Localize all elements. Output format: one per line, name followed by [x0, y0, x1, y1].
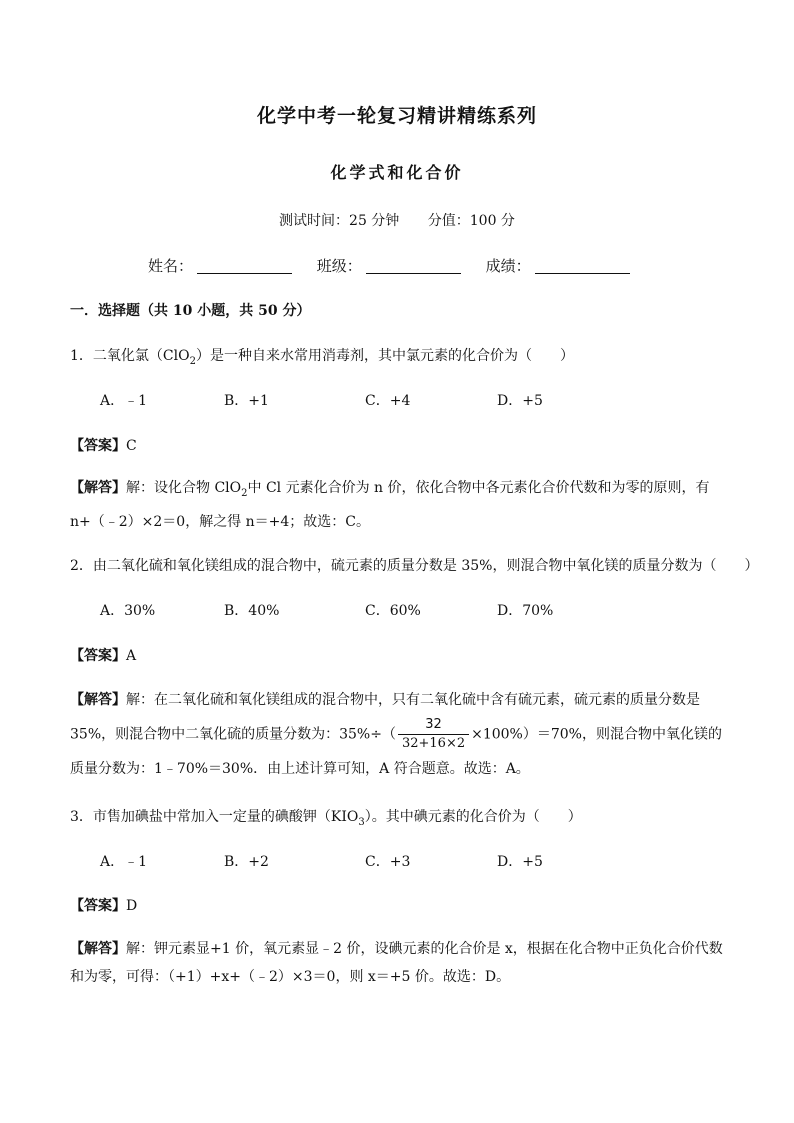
- class-field[interactable]: 班级：: [317, 255, 461, 276]
- question-3-option-d[interactable]: D．+5: [497, 854, 543, 870]
- question-3-solution: 【解答】解：钾元素显+1 价，氧元素显﹣2 价，设碘元素的化合价是 x，根据在化合物中正负化合价代数和为零，可得：（+1）+x+（﹣2）×3＝0，则 x＝+5 价。故选：D。: [70, 941, 723, 985]
- question-1-stem: 1．二氧化氯（ClO$_2$）是一种自来水常用消毒剂，其中氯元素的化合价为（ ）: [70, 348, 574, 367]
- question-2-answer: 【答案】A: [70, 648, 137, 664]
- test-time: 测试时间：25 分钟: [279, 213, 400, 229]
- test-score: 分值：100 分: [427, 213, 515, 229]
- question-1-option-d[interactable]: D．+5: [497, 393, 543, 409]
- question-1-option-a[interactable]: A．﹣1: [100, 393, 148, 409]
- document-subtitle: 化学式和化合价: [330, 163, 464, 182]
- question-3-option-c[interactable]: C．+3: [365, 854, 411, 870]
- question-1-option-c[interactable]: C．+4: [365, 393, 411, 409]
- question-2-solution: 【解答】解：在二氧化硫和氧化镁组成的混合物中，只有二氧化硫中含有硫元素，硫元素的质量分数是 35%，则混合物中二氧化硫的质量分数为：35%÷（ $\frac{32}{32+16\times 2}$ ×100%）＝70%，则混合物中氧化镁的质量分数为：1﹣70%＝30%．由上述计算可知，A 符合题意。故选：A。: [70, 692, 722, 777]
- question-2-option-a[interactable]: A．30%: [100, 603, 156, 619]
- section-heading: 一．选择题（共 10 小题，共 50 分）: [70, 303, 311, 319]
- question-1-option-b[interactable]: B．+1: [224, 393, 269, 409]
- question-2-option-b[interactable]: B．40%: [224, 603, 280, 619]
- question-3-answer: 【答案】D: [70, 898, 138, 914]
- question-2-option-d[interactable]: D．70%: [497, 603, 554, 619]
- question-2-stem: 2．由二氧化硫和氧化镁组成的混合物中，硫元素的质量分数是 35%，则混合物中氧化镁的质量分数为（ ）: [70, 558, 759, 574]
- student-info-fields: [148, 255, 650, 276]
- grade-field[interactable]: 成绩：: [486, 255, 630, 276]
- name-field[interactable]: 姓名：: [148, 255, 292, 276]
- question-1-answer: 【答案】C: [70, 438, 137, 454]
- mass-fraction: $\frac{32}{32+16\times 2}$: [398, 716, 469, 753]
- question-3-stem: 3．市售加碘盐中常加入一定量的碘酸钾$(KIO_3)$。其中碘元素的化合价为（ ）: [70, 809, 582, 828]
- document-title: 化学中考一轮复习精讲精练系列: [256, 105, 537, 127]
- question-3-option-b[interactable]: B．+2: [224, 854, 269, 870]
- test-meta: [0, 210, 794, 230]
- question-2-option-c[interactable]: C．60%: [365, 603, 421, 619]
- question-1-solution: 【解答】解：设化合物 ClO$_2$中 Cl 元素化合价为 n 价，依化合物中各元素化合价代数和为零的原则，有 n+（﹣2）×2＝0，解之得 n＝+4；故选：C。: [70, 480, 710, 530]
- question-3-option-a[interactable]: A．﹣1: [100, 854, 148, 870]
